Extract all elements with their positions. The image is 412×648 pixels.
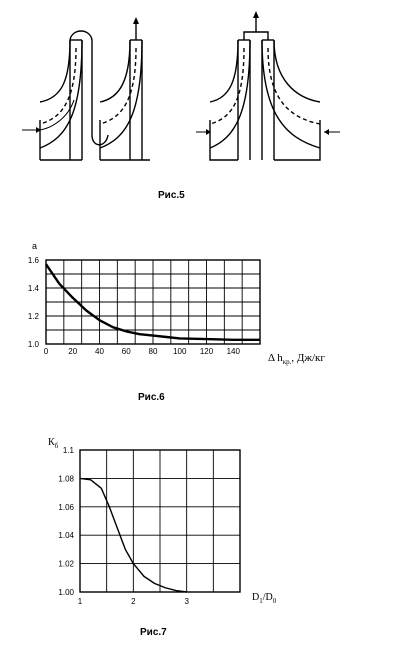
figure6-x-label-unit: , Дж/кг [291,352,325,364]
figure7-caption: Рис.7 [140,627,167,638]
y-tick-label: 1.04 [58,531,74,541]
y-tick-label: 1.6 [27,256,39,265]
y-tick-label: 1.00 [58,588,74,597]
figure6-chart [0,250,412,390]
figure7-y-label-main: К [48,437,55,448]
y-tick-label: 1.0 [27,340,39,349]
x-tick-label: 20 [68,347,78,356]
impeller-left-2 [100,24,150,160]
x-tick-label: 2 [131,597,136,606]
figure7-x-label-den-sub: 0 [272,597,277,605]
x-tick-label: 3 [184,597,189,606]
y-tick-label: 1.06 [58,502,74,512]
figure6-x-axis-label [268,352,325,366]
figure6-corner-label: а [32,241,38,251]
x-tick-label: 60 [121,347,131,356]
figure6-x-label-main: Δ h [268,352,283,364]
figure5-drawing [0,0,412,180]
x-tick-label: 0 [43,347,49,356]
y-tick-label: 1.02 [58,559,74,569]
figure7-y-label-sub: б [54,442,59,450]
x-tick-label: 100 [173,347,187,356]
y-tick-label: 1.1 [62,446,74,455]
x-tick-label: 80 [148,347,158,356]
figure7-x-axis-label [252,592,276,605]
figure6-caption: Рис.6 [138,392,165,403]
figure5-caption: Рис.5 [158,190,185,201]
y-tick-label: 1.2 [27,312,39,321]
impeller-left-1 [40,40,82,160]
figure6-x-label-sub: кр. [282,358,292,367]
x-tick-label: 40 [95,347,104,356]
connector-tube [70,31,92,135]
figure7-x-label-num: D [252,592,260,603]
x-tick-label: 1 [77,597,83,606]
figure7-chart [0,440,412,620]
figure7-x-label-den: /D [262,592,273,603]
x-tick-label: 120 [199,347,214,356]
x-tick-label: 140 [226,347,240,356]
impeller-right-pair [210,18,320,160]
figure7-x-label-num-sub: 1 [259,597,263,605]
y-tick-label: 1.08 [58,474,74,484]
y-tick-label: 1.4 [27,284,39,293]
